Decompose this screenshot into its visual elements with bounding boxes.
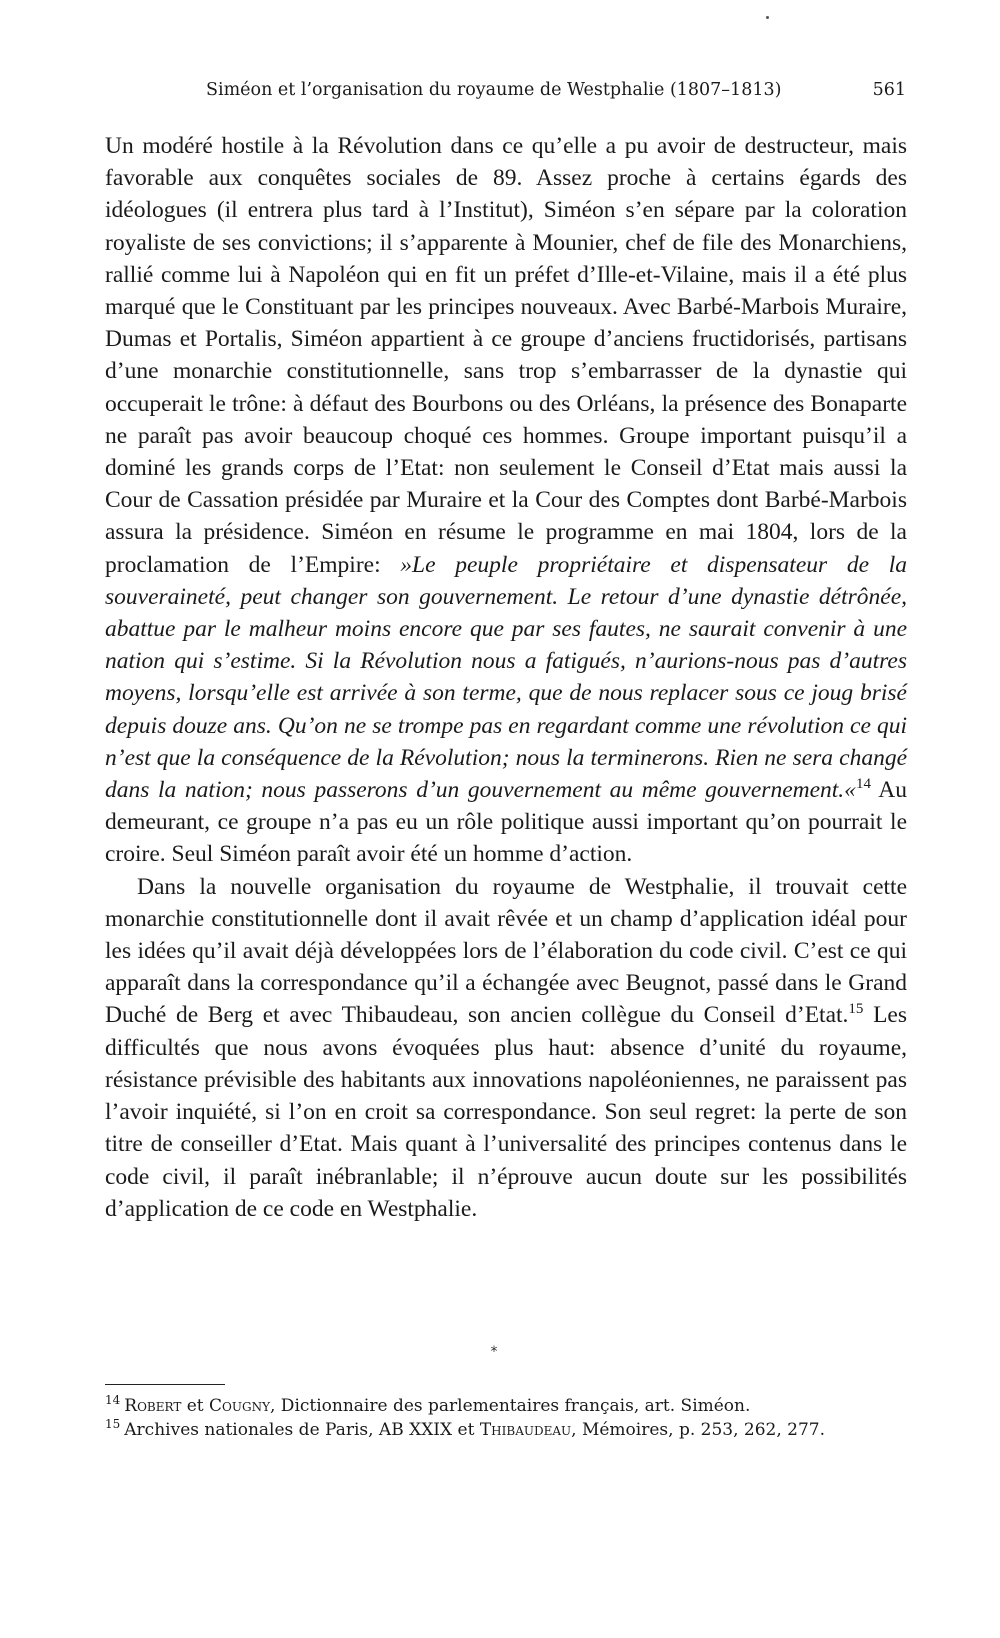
- footnote-separator: [105, 1384, 225, 1385]
- footnote-14: [105, 1394, 907, 1418]
- paragraph-1-text: Un modéré hostile à la Révolution dans ce qu’elle a pu avoir de destructeur, mais favorable aux conquêtes sociales de 89. Assez proche à certains égards des idéologues (il entrera plus tard à l’Institut), Siméon s’en sépare par la coloration royaliste de ses convictions; il s’apparente à Mounier, chef de file des Monarchiens, rallié comme lui à Napoléon qui en fit un préfet d’Ille-et-Vilaine, mais il a été plus marqué que le Constituant par les principes nouveaux. Avec Barbé-Marbois Muraire, Dumas et Portalis, Siméon appartient à ce groupe d’anciens fructidorisés, partisans d’une monarchie constitutionnelle, sans trop s’embarrasser de la dynastie qui occuperait le trône: à défaut des Bourbons ou des Orléans, la présence des Bonaparte ne paraît pas avoir beaucoup choqué ces hommes. Groupe important puisqu’il a dominé les grands corps de l’Etat: non seulement le Conseil d’Etat mais aussi la Cour de Cassation présidée par Muraire et la Cour des Comptes dont Barbé-Marbois assura la présidence. Siméon en résume le programme en mai 1804, lors de la proclamation de l’Empire:: [105, 133, 907, 578]
- footnotes: [105, 1394, 907, 1442]
- footnote-15: [105, 1418, 907, 1442]
- footnote-text-pre: Archives nationales de Paris, AB XXIX et: [124, 1420, 480, 1440]
- footnote-joiner: et: [181, 1396, 210, 1416]
- footnote-author-2: Cougny: [209, 1396, 270, 1416]
- footnote-text: , Dictionnaire des parlementaires français, art. Siméon.: [270, 1396, 751, 1416]
- paragraph-2-text-end: Les difficultés que nous avons évoquées plus haut: absence d’unité du royaume, résistance prévisible des habitants aux innovations napoléoniennes, ne paraissent pas l’avoir inquiété, si l’on en croit sa correspondance. Son seul regret: la perte de son titre de conseiller d’Etat. Mais quant à l’universalité des principes contenus dans le code civil, il paraît inébranlable; il n’éprouve aucun doute sur les possibilités d’application de ce code en Westphalie.: [105, 1002, 907, 1222]
- footnote-ref-15: 15: [848, 1001, 864, 1018]
- main-text: [105, 130, 907, 1225]
- running-title: Siméon et l’organisation du royaume de Westphalie (1807–1813): [206, 80, 782, 100]
- footnote-author: Thibaudeau: [479, 1420, 572, 1440]
- footnote-number: 15: [105, 1417, 121, 1432]
- section-break-asterisk: *: [490, 1344, 498, 1360]
- paragraph-1: [105, 130, 907, 871]
- footnote-author: Robert: [124, 1396, 182, 1416]
- page-speck: [766, 16, 769, 19]
- paragraph-2: [105, 871, 907, 1225]
- running-header: [206, 80, 906, 110]
- page-number: 561: [872, 80, 906, 100]
- footnote-text: , Mémoires, p. 253, 262, 277.: [571, 1420, 825, 1440]
- simeon-quote: »Le peuple propriétaire et dispensateur de la souveraineté, peut changer son gouvernement. Le retour d’une dynastie détrônée, abattue par le malheur moins encore que par ses fautes, ne saurait convenir à une nation qui s’estime. Si la Révolution nous a fatigués, n’aurions-nous pas d’autres moyens, lorsqu’elle est arrivée à son terme, que de nous replacer sous ce joug brisé depuis douze ans. Qu’on ne se trompe pas en regardant comme une révolution ce qui n’est que la conséquence de la Révolution; nous la terminerons. Rien ne sera changé dans la nation; nous passerons d’un gouvernement au même gouvernement.«: [105, 551, 907, 804]
- footnote-number: 14: [105, 1393, 121, 1408]
- footnote-ref-14: 14: [855, 776, 871, 793]
- paragraph-2-text: Dans la nouvelle organisation du royaume de Westphalie, il trouvait cette monarchie constitutionnelle dont il avait rêvée et un champ d’application idéal pour les idées qu’il avait déjà développées lors de l’élaboration du code civil. C’est ce qui apparaît dans la correspondance qu’il a échangée avec Beugnot, passé dans le Grand Duché de Berg et avec Thibaudeau, son ancien collègue du Conseil d’Etat.: [105, 873, 907, 1029]
- paragraph-1-text-end: Au demeurant, ce groupe n’a pas eu un rôle politique aussi important qu’on pourrait le croire. Seul Siméon paraît avoir été un homme d’action.: [105, 777, 907, 868]
